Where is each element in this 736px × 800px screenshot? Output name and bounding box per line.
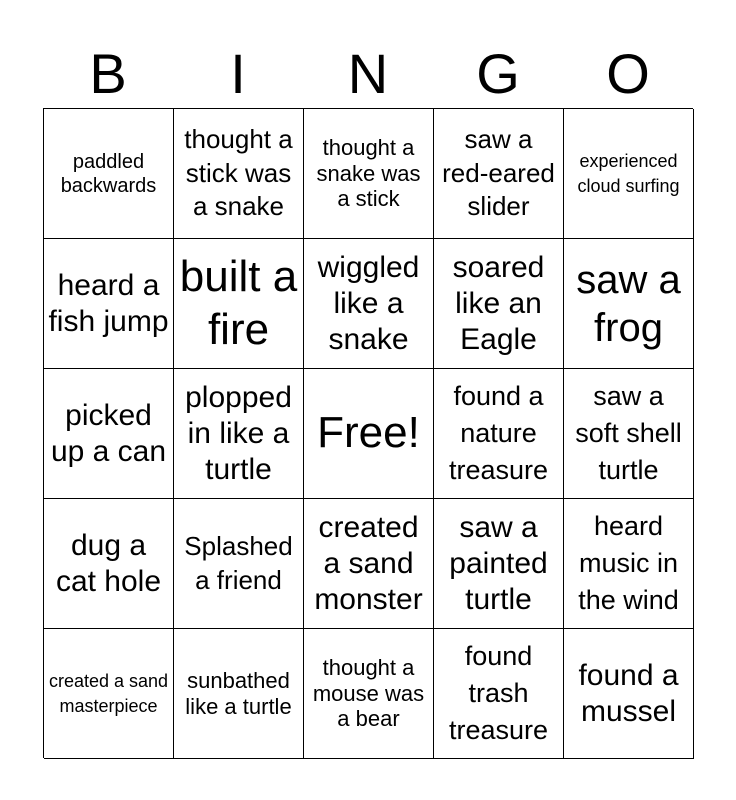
bingo-cell[interactable] — [174, 369, 304, 499]
bingo-cell[interactable] — [564, 629, 694, 759]
bingo-cell-text: experienced cloud surfing — [577, 151, 680, 196]
bingo-cell-text: found a mussel — [578, 658, 679, 728]
bingo-cell-text: Free! — [317, 408, 420, 458]
bingo-cell-text: saw a red-eared slider — [442, 123, 555, 222]
bingo-cell-text: saw a soft shell turtle — [575, 381, 682, 485]
bingo-cell-text: thought a mouse was a bear — [312, 654, 425, 732]
bingo-cell[interactable] — [434, 369, 564, 499]
bingo-header — [43, 40, 693, 108]
bingo-cell[interactable] — [44, 109, 174, 239]
header-letter-n: N — [347, 42, 389, 105]
bingo-cell-text: thought a stick was a snake — [184, 123, 293, 222]
bingo-cell-text: created a sand masterpiece — [48, 671, 169, 716]
bingo-cell-text: paddled backwards — [60, 150, 157, 197]
bingo-cell[interactable] — [174, 109, 304, 239]
bingo-cell-text: wiggled like a snake — [317, 250, 420, 356]
bingo-cell[interactable] — [434, 499, 564, 629]
bingo-board — [43, 108, 693, 758]
bingo-cell[interactable] — [434, 629, 564, 759]
bingo-cell-text: heard music in the wind — [578, 511, 679, 615]
bingo-cell-text: found trash treasure — [448, 641, 549, 745]
header-letter-i: I — [230, 42, 246, 105]
bingo-cell-text: built a fire — [179, 251, 298, 354]
bingo-cell-text: found a nature treasure — [448, 381, 549, 485]
bingo-cell-text: Splashed a friend — [184, 530, 293, 595]
header-letter-g: G — [476, 42, 520, 105]
bingo-cell[interactable] — [434, 109, 564, 239]
bingo-cell[interactable] — [564, 239, 694, 369]
bingo-cell[interactable] — [174, 239, 304, 369]
bingo-cell[interactable] — [304, 499, 434, 629]
bingo-cell-text: saw a frog — [576, 257, 681, 350]
bingo-cell[interactable] — [174, 629, 304, 759]
bingo-cell-free[interactable] — [304, 369, 434, 499]
bingo-cell-text: picked up a can — [50, 398, 167, 468]
bingo-cell[interactable] — [564, 109, 694, 239]
bingo-cell-text: thought a snake was a stick — [316, 134, 421, 212]
bingo-cell[interactable] — [304, 239, 434, 369]
bingo-cell[interactable] — [44, 239, 174, 369]
bingo-cell[interactable] — [44, 499, 174, 629]
bingo-cell[interactable] — [174, 499, 304, 629]
header-letter-b: B — [89, 42, 127, 105]
bingo-cell[interactable] — [304, 109, 434, 239]
bingo-cell-text: saw a painted turtle — [449, 510, 548, 616]
bingo-cell-text: sunbathed like a turtle — [185, 667, 292, 719]
bingo-cell[interactable] — [44, 369, 174, 499]
bingo-cell-text: soared like an Eagle — [452, 250, 545, 356]
bingo-cell-text: heard a fish jump — [48, 268, 169, 338]
bingo-cell[interactable] — [564, 499, 694, 629]
bingo-cell[interactable] — [564, 369, 694, 499]
bingo-cell-text: plopped in like a turtle — [185, 380, 292, 486]
bingo-cell-text: created a sand monster — [314, 510, 423, 616]
header-letter-o: O — [606, 42, 650, 105]
bingo-cell[interactable] — [434, 239, 564, 369]
bingo-cell[interactable] — [44, 629, 174, 759]
bingo-cell-text: dug a cat hole — [55, 528, 162, 598]
bingo-cell[interactable] — [304, 629, 434, 759]
